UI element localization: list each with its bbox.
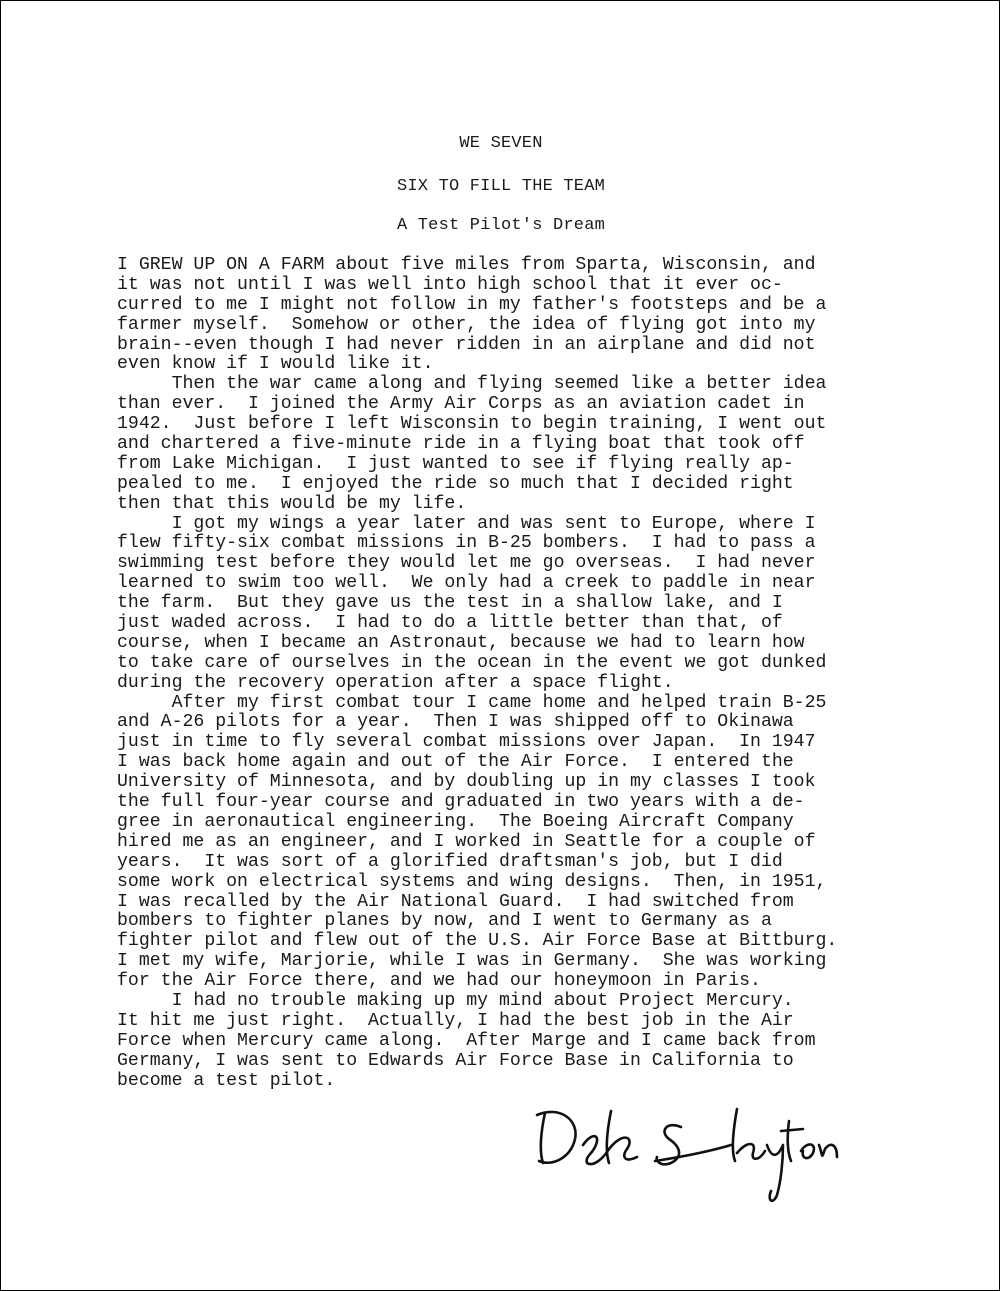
body-line: After my first combat tour I came home and helped train B-25 [117,692,827,713]
body-line: it was not until I was well into high school that it ever oc- [117,274,783,295]
body-line: even know if I would like it. [117,354,434,375]
body-line: the farm. But they gave us the test in a shallow lake, and I [117,593,783,614]
body-line: for the Air Force there, and we had our honeymoon in Paris. [117,971,761,992]
body-line: just waded across. I had to do a little better than that, of [117,613,783,634]
body-line: brain--even though I had never ridden in an airplane and did not [117,334,816,355]
body-line: then that this would be my life. [117,493,467,514]
body-line: become a test pilot. [117,1070,336,1091]
body-line: to take care of ourselves in the ocean in the event we got dunked [117,652,827,673]
handwritten-signature [531,1101,851,1211]
body-line: from Lake Michigan. I just wanted to see if flying really ap- [117,453,794,474]
body-line: Then the war came along and flying seemed like a better idea [117,374,827,395]
body-line: bombers to fighter planes by now, and I went to Germany as a [117,911,772,932]
body-line: and chartered a five-minute ride in a flying boat that took off [117,434,805,455]
body-line: fighter pilot and flew out of the U.S. Air Force Base at Bittburg. [117,931,838,952]
body-line: gree in aeronautical engineering. The Boeing Aircraft Company [117,811,794,832]
body-line: It hit me just right. Actually, I had the best job in the Air [117,1010,794,1031]
body-line: flew fifty-six combat missions in B-25 bombers. I had to pass a [117,533,816,554]
document-title: WE SEVEN [459,134,543,153]
body-line: I got my wings a year later and was sent to Europe, where I [117,513,816,534]
section-subtitle: A Test Pilot's Dream [396,216,606,235]
body-line: University of Minnesota, and by doubling up in my classes I took [117,772,816,793]
body-line: swimming test before they would let me go overseas. I had never [117,553,816,574]
body-line: I was recalled by the Air National Guard. I had switched from [117,891,794,912]
body-line: Force when Mercury came along. After Marge and I came back from [117,1030,816,1051]
body-line: I met my wife, Marjorie, while I was in Germany. She was working [117,951,827,972]
chapter-title: SIX TO FILL THE TEAM [396,177,606,196]
body-line: years. It was sort of a glorified draftsman's job, but I did [117,851,783,872]
body-line: just in time to fly several combat missions over Japan. In 1947 [117,732,816,753]
body-line: some work on electrical systems and wing designs. Then, in 1951, [117,871,827,892]
body-line: learned to swim too well. We only had a creek to paddle in near [117,573,816,594]
body-line: I was back home again and out of the Air Force. I entered the [117,752,794,773]
body-line: 1942. Just before I left Wisconsin to begin training, I went out [117,414,827,435]
body-text [117,256,837,1091]
body-line: I GREW UP ON A FARM about five miles from Sparta, Wisconsin, and [117,255,816,275]
body-line: than ever. I joined the Army Air Corps as an aviation cadet in [117,394,805,415]
body-line: the full four-year course and graduated in two years with a de- [117,792,805,813]
body-line: during the recovery operation after a space flight. [117,672,674,693]
body-line: course, when I became an Astronaut, because we had to learn how [117,632,805,653]
body-line: and A-26 pilots for a year. Then I was shipped off to Okinawa [117,712,794,733]
body-line: farmer myself. Somehow or other, the idea of flying got into my [117,314,816,335]
body-line: hired me as an engineer, and I worked in Seattle for a couple of [117,831,816,852]
body-line: Germany, I was sent to Edwards Air Force Base in California to [117,1050,794,1071]
body-line: curred to me I might not follow in my father's footsteps and be a [117,294,827,315]
body-line: I had no trouble making up my mind about Project Mercury. [117,990,794,1011]
body-line: pealed to me. I enjoyed the ride so much that I decided right [117,473,794,494]
